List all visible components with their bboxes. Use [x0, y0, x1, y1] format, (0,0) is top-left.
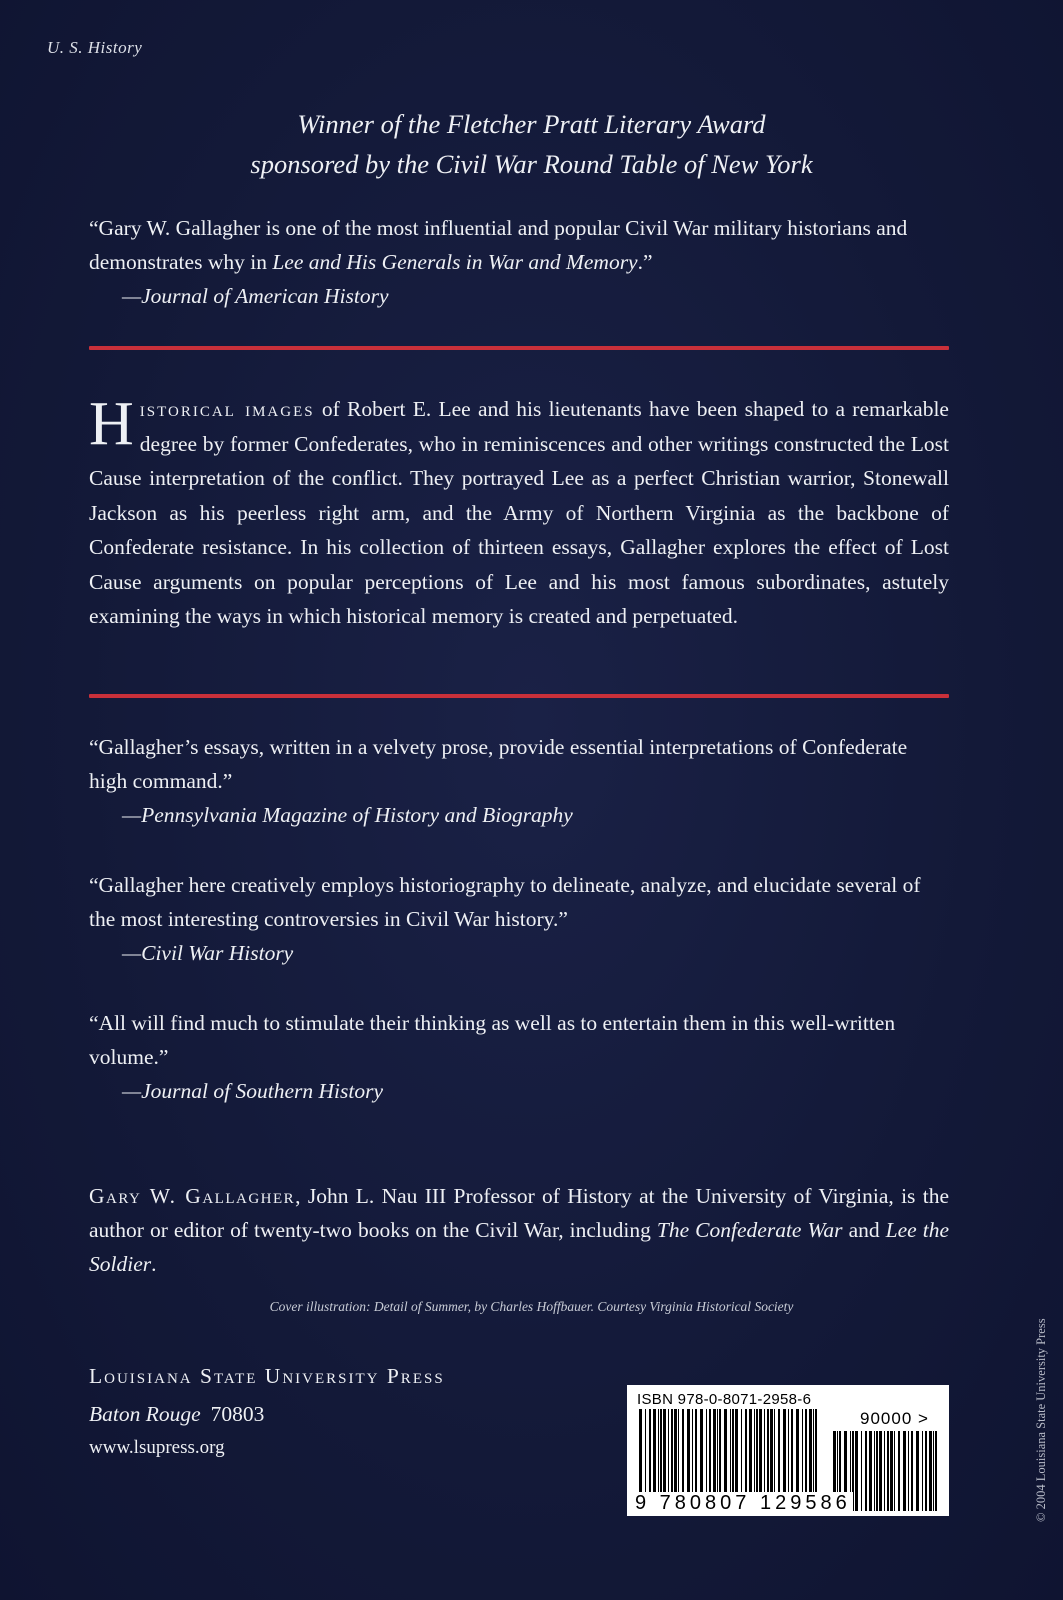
barcode-bar	[876, 1431, 878, 1511]
barcode-bar	[687, 1409, 690, 1497]
barcode-bar	[668, 1409, 669, 1497]
barcode-bar	[756, 1409, 758, 1497]
barcode-bar	[749, 1409, 752, 1497]
barcode-bar	[730, 1409, 731, 1497]
barcode-bar	[709, 1409, 711, 1497]
barcode-bar	[774, 1409, 775, 1497]
isbn-barcode	[627, 1385, 949, 1516]
bio-conj: and	[842, 1218, 886, 1242]
barcode-bar	[653, 1409, 656, 1497]
barcode-bar	[865, 1431, 867, 1511]
top-quote-close: .”	[637, 250, 653, 274]
barcode-bar	[908, 1431, 909, 1511]
author-bio	[89, 1179, 949, 1281]
barcode-bar	[770, 1409, 773, 1497]
barcode-bar	[658, 1409, 659, 1497]
barcode-bar	[802, 1409, 803, 1497]
barcode-bar	[764, 1409, 765, 1497]
barcode-bar	[713, 1409, 716, 1497]
barcode-bar	[674, 1409, 677, 1497]
barcode-bar	[855, 1431, 858, 1511]
review-text: “Gallagher here creatively employs historiography to delineate, analyze, and elucidate several of the most interesting controversies in Civil War history.”	[89, 873, 921, 931]
barcode-bar	[879, 1431, 882, 1511]
barcode-bar	[916, 1431, 919, 1511]
top-quote-source: —Journal of American History	[122, 284, 389, 308]
barcode-bar	[933, 1431, 934, 1511]
award-line-1: Winner of the Fletcher Pratt Literary Award	[297, 109, 766, 139]
book-description	[89, 392, 949, 634]
review-quote-1	[89, 730, 949, 832]
top-quote-text: “Gary W. Gallagher is one of the most influential and popular Civil War military historians and demonstrates why in	[89, 216, 908, 274]
review-source: —Civil War History	[122, 941, 294, 965]
barcode-bar	[735, 1409, 738, 1497]
zip-code: 70803	[210, 1402, 265, 1426]
bio-end: .	[151, 1252, 157, 1276]
city-name: Baton Rouge	[89, 1402, 201, 1426]
barcode-bar	[935, 1431, 937, 1511]
cover-illustration-credit: Cover illustration: Detail of Summer, by Charles Hoffbauer. Courtesy Virginia Historical Society	[269, 1299, 794, 1314]
review-text: “All will find much to stimulate their thinking as well as to entertain them in this well-written volume.”	[89, 1011, 896, 1069]
award-statement	[0, 104, 1063, 184]
review-source: —Journal of Southern History	[122, 1079, 383, 1103]
barcode-bar	[663, 1409, 666, 1497]
description-lead: istorical images	[139, 397, 315, 421]
barcode-bar	[724, 1409, 727, 1497]
barcode-bar	[890, 1431, 893, 1511]
barcode-bar	[922, 1431, 923, 1511]
bio-text: , John L. Nau III Professor of History at the University of Virginia, is the author or editor of twenty-two books on the Civil War, including	[89, 1184, 949, 1242]
red-divider-top	[89, 346, 949, 350]
barcode-bar	[759, 1409, 762, 1497]
award-line-2: sponsored by the Civil War Round Table of New York	[250, 149, 813, 179]
review-quote-2	[89, 868, 949, 970]
barcode-bar	[678, 1409, 679, 1497]
barcode-bar	[700, 1409, 703, 1497]
barcode-bar	[741, 1409, 742, 1497]
publisher-url: www.lsupress.org	[89, 1437, 225, 1458]
copyright-notice	[1018, 1282, 1048, 1522]
barcode-bar	[778, 1409, 780, 1497]
barcode-bar	[805, 1409, 807, 1497]
barcode-bar	[869, 1431, 872, 1511]
barcode-bar	[783, 1409, 786, 1497]
barcode-bar	[925, 1431, 927, 1511]
publisher-city	[89, 1402, 264, 1427]
author-name: Gary W. Gallagher	[89, 1184, 296, 1208]
publisher-name: Louisiana State University Press	[89, 1364, 445, 1388]
price-code: 90000 >	[860, 1409, 929, 1428]
barcode-bar	[649, 1409, 651, 1497]
barcode-bar	[911, 1431, 913, 1511]
barcode-bar	[809, 1409, 812, 1497]
barcode-bar	[898, 1431, 900, 1511]
barcode-bar	[861, 1431, 862, 1511]
barcode-bar	[732, 1409, 734, 1497]
barcode-bar	[745, 1409, 747, 1497]
barcode-bar	[903, 1431, 906, 1511]
barcode-bar	[754, 1409, 755, 1497]
review-quote-3	[89, 1006, 949, 1108]
barcode-bar	[671, 1409, 673, 1497]
review-source: —Pennsylvania Magazine of History and Biography	[122, 803, 573, 827]
top-review-quote	[89, 211, 949, 313]
barcode-bar	[639, 1409, 642, 1497]
barcode-bar	[692, 1409, 693, 1497]
drop-cap: H	[89, 390, 134, 458]
isbn-label: ISBN 978-0-8071-2958-6	[637, 1391, 812, 1408]
barcode-bar	[788, 1409, 789, 1497]
barcode-bar	[887, 1431, 889, 1511]
barcode-bar	[813, 1409, 814, 1497]
barcode-bar	[767, 1409, 769, 1497]
ean-digits: 9 780807 129586	[635, 1492, 851, 1514]
copyright-text: © 2004 Louisiana State University Press	[1034, 1318, 1048, 1522]
barcode-bar	[645, 1409, 646, 1497]
barcode-bar	[874, 1431, 875, 1511]
review-text: “Gallagher’s essays, written in a velvety prose, provide essential interpretations of Confederate high command.”	[89, 735, 908, 793]
bio-book-1: The Confederate War	[656, 1218, 843, 1242]
barcode-bar	[815, 1409, 817, 1497]
subject-category-label: U. S. History	[47, 38, 143, 57]
barcode-bar	[884, 1431, 885, 1511]
barcode-bar	[894, 1431, 895, 1511]
barcode-bar	[796, 1409, 799, 1497]
barcode-bar	[719, 1409, 721, 1497]
barcode-bar	[660, 1409, 662, 1497]
description-body: of Robert E. Lee and his lieutenants have been shaped to a remarkable degree by former Confederates, who in reminiscences and other writings constructed the Lost Cause interpretation of the conflict. They portrayed Lee as a perfect Christian warrior, Stonewall Jackson as his peerless right arm, and the Army of Northern Virginia as the backbone of Confederate resistance. In his collection of thirteen essays, Gallagher explores the effect of Lost Cause arguments on popular perceptions of Lee and his most famous subordinates, astutely examining the ways in which historical memory is created and perpetuated.	[89, 397, 949, 628]
barcode-bar	[695, 1409, 697, 1497]
barcode-bar	[682, 1409, 684, 1497]
barcode-bar	[717, 1409, 718, 1497]
red-divider-bottom	[89, 694, 949, 698]
barcode-bar	[706, 1409, 707, 1497]
book-title: Lee and His Generals in War and Memory	[272, 250, 638, 274]
barcode-bar	[791, 1409, 793, 1497]
bio-book-2: Lee the Soldier	[89, 1218, 950, 1276]
barcode-bar	[929, 1431, 932, 1511]
